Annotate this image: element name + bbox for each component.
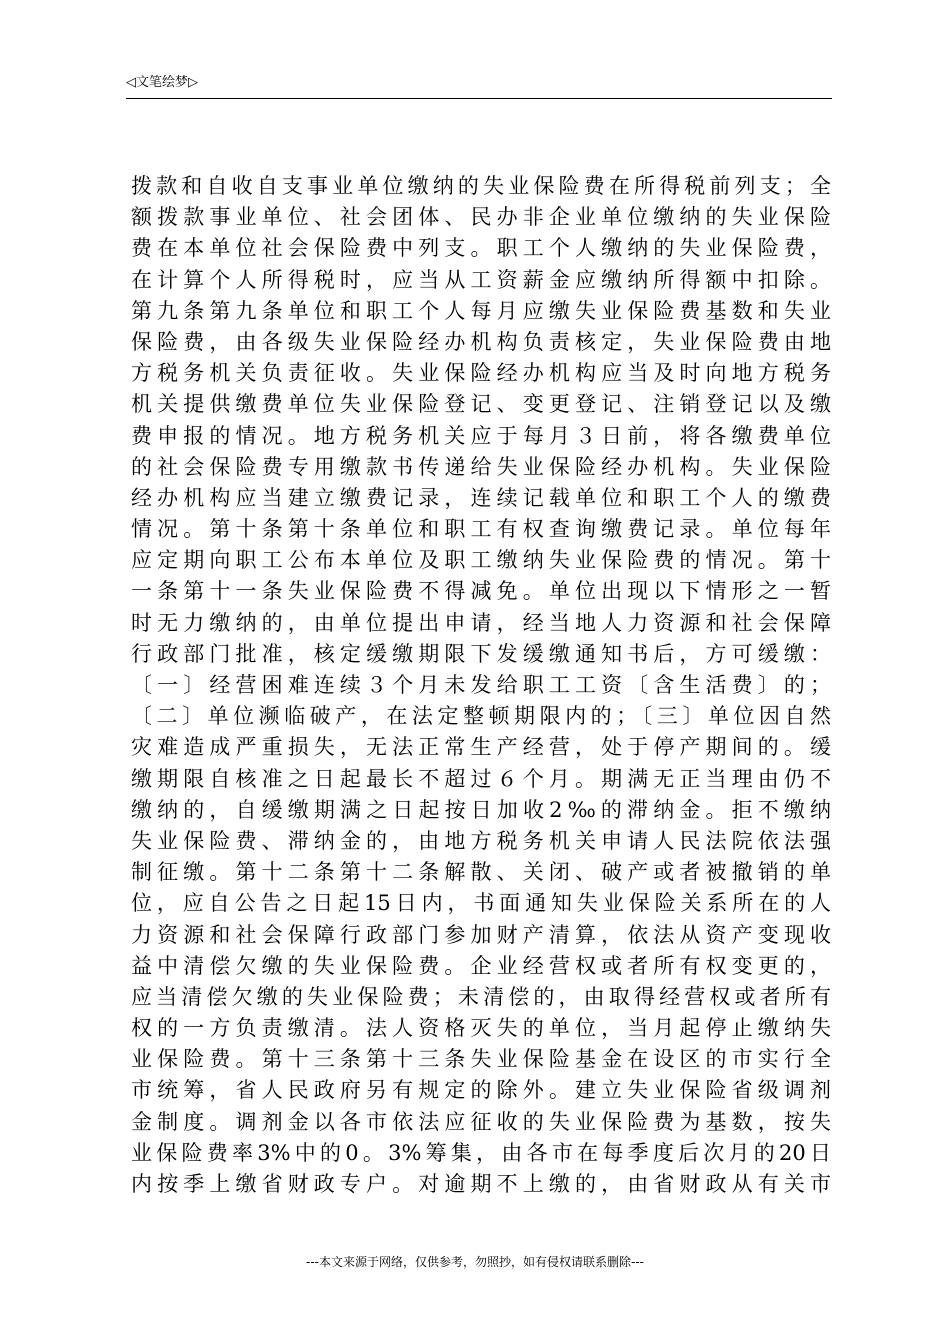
body-line: 〔一〕经营困难连续３个月未发给职工工资〔含生活费〕的； [131,673,831,697]
body-line: 制征缴。第十二条第十二条解散、关闭、破产或者被撤销的单 [131,860,831,885]
body-line: 市统筹，省人民政府另有规定的除外。建立失业保险省级调剂 [131,1078,831,1103]
body-line: 益中清偿欠缴的失业保险费。企业经营权或者所有权变更的， [131,953,831,978]
body-line: 内按季上缴省财政专户。对逾期不上缴的，由省财政从有关市 [131,1172,831,1196]
body-line: 业保险费。第十三条第十三条失业保险基金在设区的市实行全 [131,1047,831,1072]
body-line: 失业保险费、滞纳金的，由地方税务机关申请人民法院依法强 [131,828,831,853]
body-line: 第九条第九条单位和职工个人每月应缴失业保险费基数和失业 [131,298,831,323]
body-line: 方税务机关负责征收。失业保险经办机构应当及时向地方税务 [131,361,831,386]
body-line: 情况。第十条第十条单位和职工有权查询缴费记录。单位每年 [131,517,831,542]
body-line: 时无力缴纳的，由单位提出申请，经当地人力资源和社会保障 [131,610,831,635]
body-line: 保险费，由各级失业保险经办机构负责核定，失业保险费由地 [131,329,831,354]
body-line: 应定期向职工公布本单位及职工缴纳失业保险费的情况。第十 [131,548,831,573]
body-line: 费在本单位社会保险费中列支。职工个人缴纳的失业保险费， [131,236,831,261]
body-line: 〔二〕单位濒临破产，在法定整顿期限内的；〔三〕单位因自然 [131,704,831,729]
body-line: 费申报的情况。地方税务机关应于每月３日前，将各缴费单位 [131,423,831,448]
page-footer: ---本文来源于网络，仅供参考，勿照抄，如有侵权请联系删除--- [306,1255,644,1269]
body-line: 一条第十一条失业保险费不得减免。单位出现以下情形之一暂 [131,579,831,604]
body-line: 权的一方负责缴清。法人资格灭失的单位，当月起停止缴纳失 [131,1016,831,1041]
body-line: 力资源和社会保障行政部门参加财产清算，依法从资产变现收 [131,922,831,947]
body-line: 灾难造成严重损失，无法正常生产经营，处于停产期间的。缓 [131,735,831,760]
document-body [131,171,831,1200]
body-line: 拨款和自收自支事业单位缴纳的失业保险费在所得税前列支；全 [131,174,831,198]
body-line: 应当清偿欠缴的失业保险费；未清偿的，由取得经营权或者所有 [131,984,831,1009]
body-line: 位，应自公告之日起15日内，书面通知失业保险关系所在的人 [131,891,831,916]
page-header [126,74,832,99]
header-title: ◁文笔绘梦▷ [126,75,198,90]
body-line: 业保险费率3%中的0。3%筹集，由各市在每季度后次月的20日 [131,1140,831,1165]
body-line: 缴纳的，自缓缴期满之日起按日加收2‰的滞纳金。拒不缴纳 [131,797,831,822]
body-line: 额拨款事业单位、社会团体、民办非企业单位缴纳的失业保险 [131,205,831,230]
body-line: 经办机构应当建立缴费记录，连续记载单位和职工个人的缴费 [131,485,831,510]
body-line: 金制度。调剂金以各市依法应征收的失业保险费为基数，按失 [131,1109,831,1134]
body-line: 行政部门批准，核定缓缴期限下发缓缴通知书后，方可缓缴： [131,641,831,666]
body-line: 缴期限自核准之日起最长不超过６个月。期满无正当理由仍不 [131,766,831,791]
body-line: 在计算个人所得税时，应当从工资薪金应缴纳所得额中扣除。 [131,267,831,292]
body-line: 机关提供缴费单位失业保险登记、变更登记、注销登记以及缴 [131,392,831,417]
body-line: 的社会保险费专用缴款书传递给失业保险经办机构。失业保险 [131,454,831,479]
